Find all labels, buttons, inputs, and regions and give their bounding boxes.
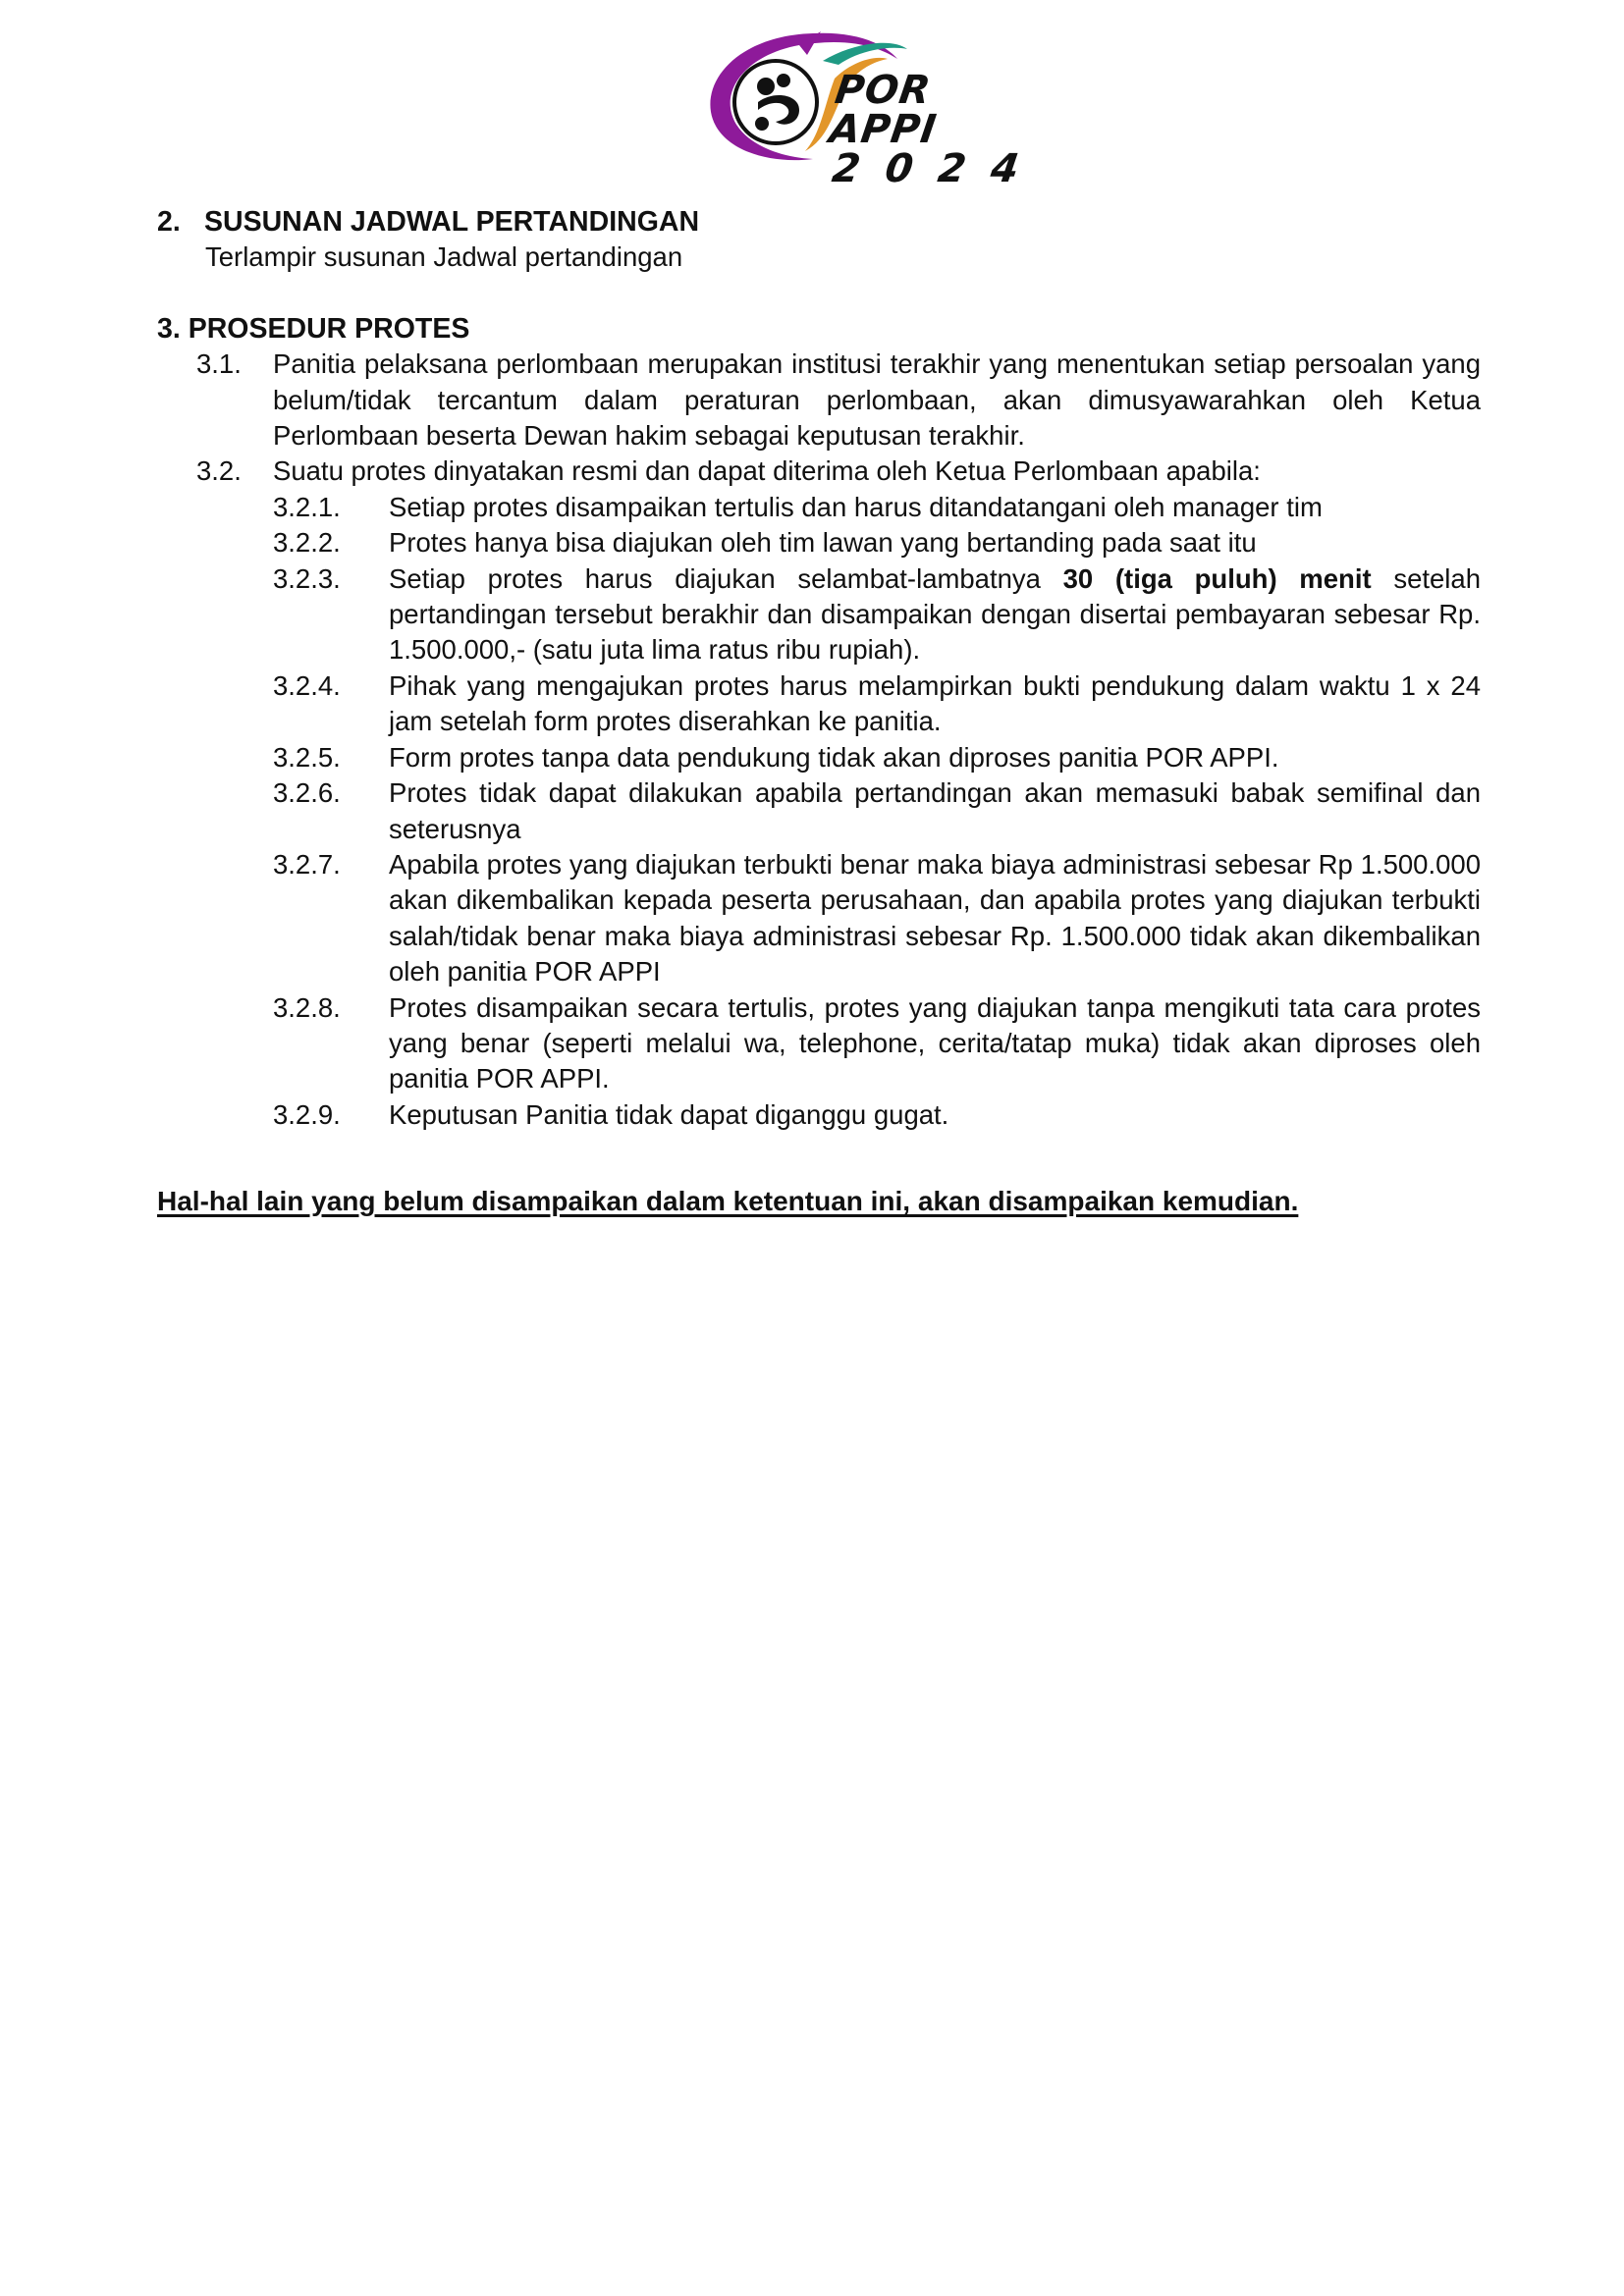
sub-list-item	[157, 775, 1481, 847]
item-text: Apabila protes yang diajukan terbukti benar maka biaya administrasi sebesar Rp 1.500.000 akan dikembalikan kepada peserta perusahaan, dan apabila protes yang diajukan terbukti salah/tidak benar maka biaya administrasi sebesar Rp. 1.500.000 tidak akan dikembalikan oleh panitia POR APPI	[389, 848, 1481, 988]
section-title: PROSEDUR PROTES	[188, 312, 470, 345]
section-number: 3.	[157, 312, 181, 345]
list-item	[157, 347, 1481, 454]
item-text	[389, 561, 1481, 668]
sub-list-item	[157, 561, 1481, 668]
item-number: 3.2.5.	[273, 741, 341, 773]
item-number: 3.2.1.	[273, 491, 341, 522]
logo-line-2: 2024	[829, 146, 1048, 191]
item-text: Protes disampaikan secara tertulis, protes yang diajukan tanpa mengikuti tata cara protes yang benar (seperti melalui wa, telephone, cerita/tatap muka) tidak akan diproses oleh panitia POR APPI.	[389, 991, 1481, 1095]
item-text: Suatu protes dinyatakan resmi dan dapat diterima oleh Ketua Perlombaan apabila:	[273, 455, 1261, 487]
item-number: 3.2.6.	[273, 777, 341, 809]
sub-list-item	[157, 847, 1481, 990]
item-number: 3.2.3.	[273, 562, 341, 594]
item-number: 3.2.7.	[273, 848, 341, 880]
sub-list-item	[157, 740, 1481, 775]
sub-list-item	[157, 990, 1481, 1097]
section-2-body: Terlampir susunan Jadwal pertandingan	[205, 241, 683, 273]
bold-text-segment: 30 (tiga puluh) menit	[1062, 562, 1372, 594]
item-number: 3.2.	[196, 455, 242, 487]
item-number: 3.1.	[196, 348, 242, 380]
por-appi-logo	[705, 26, 1048, 191]
item-text: Panitia pelaksana perlombaan merupakan institusi terakhir yang menentukan setiap persoalan yang belum/tidak tercantum dalam peraturan perlombaan, akan dimusyawarahkan oleh Ketua Perlombaan beserta Dewan hakim sebagai keputusan terakhir.	[273, 348, 1481, 452]
sub-list-item	[157, 490, 1481, 525]
item-number: 3.2.4.	[273, 669, 341, 701]
text-segment: Setiap protes harus diajukan selambat-lambatnya	[389, 562, 1063, 594]
section-3-heading	[157, 311, 1481, 347]
text-segment: setelah pertandingan tersebut berakhir dan disampaikan dengan disertai pembayaran sebesar Rp. 1.500.000,- (satu juta lima ratus ribu rupiah).	[389, 562, 1481, 666]
list-item	[157, 454, 1481, 489]
item-text: Protes hanya bisa diajukan oleh tim lawan yang bertanding pada saat itu	[389, 527, 1257, 559]
item-text: Form protes tanpa data pendukung tidak akan diproses panitia POR APPI.	[389, 741, 1279, 773]
logo-text	[826, 68, 1048, 191]
item-number: 3.2.8.	[273, 991, 341, 1023]
section-number: 2.	[157, 206, 181, 238]
section-2-heading	[157, 204, 1481, 240]
section-title: SUSUNAN JADWAL PERTANDINGAN	[204, 206, 700, 238]
item-text: Pihak yang mengajukan protes harus melampirkan bukti pendukung dalam waktu 1 x 24 jam setelah form protes diserahkan ke panitia.	[389, 669, 1481, 737]
item-text: Keputusan Panitia tidak dapat diganggu gugat.	[389, 1098, 949, 1130]
item-number: 3.2.9.	[273, 1098, 341, 1130]
document-body	[157, 204, 1481, 1133]
sub-list-item	[157, 668, 1481, 740]
sub-list-item	[157, 525, 1481, 561]
item-text: Protes tidak dapat dilakukan apabila pertandingan akan memasuki babak semifinal dan seterusnya	[389, 777, 1481, 844]
item-text: Setiap protes disampaikan tertulis dan harus ditandatangani oleh manager tim	[389, 491, 1323, 522]
sub-list-item	[157, 1097, 1481, 1133]
item-number: 3.2.2.	[273, 527, 341, 559]
closing-note: Hal-hal lain yang belum disampaikan dalam ketentuan ini, akan disampaikan kemudian.	[157, 1186, 1299, 1216]
logo-line-1: POR APPI	[826, 68, 940, 152]
